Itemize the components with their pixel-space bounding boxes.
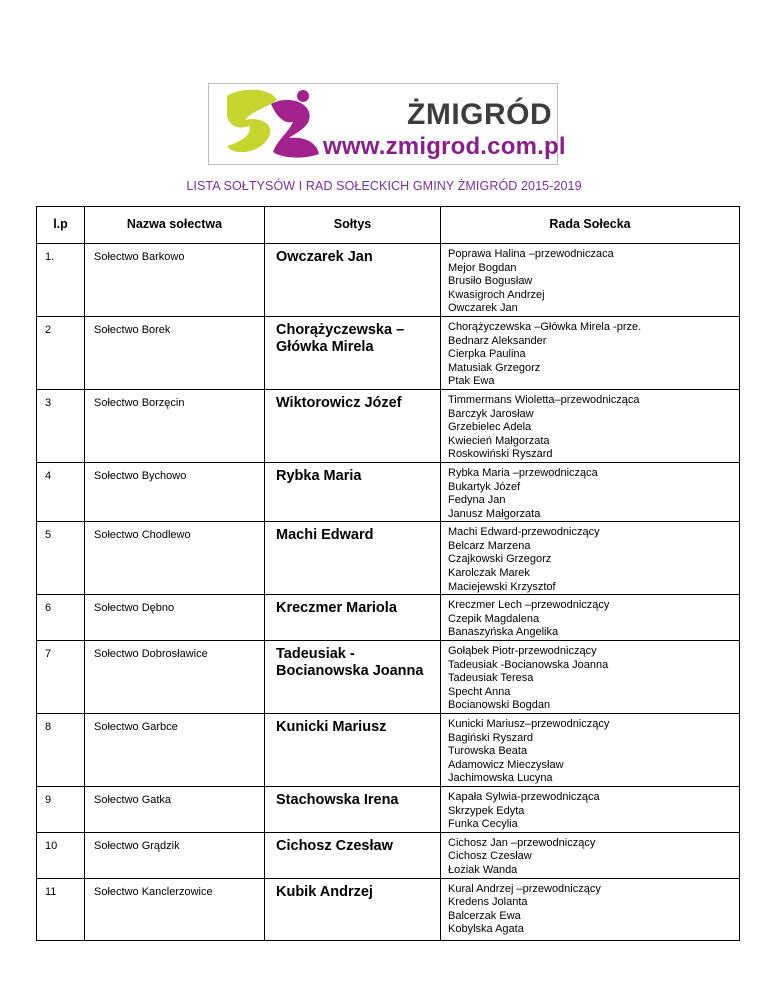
rada-member: Kapała Sylwia-przewodnicząca bbox=[448, 790, 600, 803]
row-solectwo-name: Sołectwo Barkowo bbox=[94, 251, 185, 263]
rada-member: Tadeusiak -Bocianowska Joanna bbox=[448, 658, 609, 671]
row-lp: 9 bbox=[45, 793, 52, 806]
soltys-table bbox=[36, 206, 740, 941]
rada-member: Funka Cecylia bbox=[448, 818, 518, 831]
row-lp-cell bbox=[37, 832, 85, 878]
table-row bbox=[37, 389, 740, 462]
row-lp-cell bbox=[37, 389, 85, 462]
table-row bbox=[37, 641, 740, 714]
row-lp-cell bbox=[37, 786, 85, 832]
table-row bbox=[37, 878, 740, 940]
rada-member: Kwiecień Małgorzata bbox=[448, 434, 550, 447]
rada-member: Karolczak Marek bbox=[448, 567, 530, 580]
table-row bbox=[37, 714, 740, 787]
row-soltys-cell bbox=[265, 595, 441, 641]
rada-list bbox=[441, 463, 739, 521]
row-solectwo-name-cell bbox=[85, 244, 265, 317]
row-rada-cell bbox=[441, 595, 740, 641]
rada-member: Czepik Magdalena bbox=[448, 612, 540, 625]
rada-member: Bednarz Aleksander bbox=[448, 334, 547, 347]
rada-member: Cierpka Paulina bbox=[448, 348, 526, 361]
rada-list bbox=[441, 641, 739, 713]
rada-member: Banaszyńska Angelika bbox=[448, 626, 559, 639]
rada-member: Łoziak Wanda bbox=[448, 863, 518, 876]
row-solectwo-name-cell bbox=[85, 316, 265, 389]
rada-member: Bocianowski Bogdan bbox=[448, 699, 551, 712]
row-soltys-cell bbox=[265, 832, 441, 878]
table-row bbox=[37, 244, 740, 317]
rada-member: Barczyk Jarosław bbox=[448, 407, 534, 420]
row-rada-cell bbox=[441, 316, 740, 389]
rada-member: Owczarek Jan bbox=[448, 302, 518, 315]
row-solectwo-name: Sołectwo Chodlewo bbox=[94, 529, 191, 542]
row-lp-cell bbox=[37, 714, 85, 787]
table-body bbox=[37, 244, 740, 941]
row-rada-cell bbox=[441, 714, 740, 787]
rada-member: Mejor Bogdan bbox=[448, 261, 517, 274]
table-row bbox=[37, 522, 740, 595]
logo-url: www.zmigrod.com.pl bbox=[323, 133, 566, 160]
rada-list bbox=[441, 244, 739, 316]
row-lp: 1. bbox=[45, 251, 55, 263]
table-row bbox=[37, 832, 740, 878]
header-soltys: Sołtys bbox=[265, 207, 441, 244]
row-soltys-cell bbox=[265, 462, 441, 521]
row-rada-cell bbox=[441, 786, 740, 832]
row-soltys: Kreczmer Mariola bbox=[276, 600, 397, 617]
rada-member: Belcarz Marzena bbox=[448, 539, 531, 552]
rada-member: Kunicki Mariusz–przewodniczący bbox=[448, 718, 610, 730]
row-rada-cell bbox=[441, 462, 740, 521]
rada-member: Grzebielec Adela bbox=[448, 421, 532, 434]
rada-member: Bagiński Ryszard bbox=[448, 731, 533, 744]
row-soltys-cell bbox=[265, 641, 441, 714]
row-lp-cell bbox=[37, 462, 85, 521]
row-lp-cell bbox=[37, 595, 85, 641]
row-solectwo-name-cell bbox=[85, 522, 265, 595]
rada-member: Kreczmer Lech –przewodniczący bbox=[448, 599, 610, 612]
row-solectwo-name: Sołectwo Dębno bbox=[94, 602, 175, 615]
row-rada-cell bbox=[441, 389, 740, 462]
row-soltys-cell bbox=[265, 786, 441, 832]
rada-member: Rybka Maria –przewodnicząca bbox=[448, 466, 598, 479]
rada-list bbox=[441, 595, 739, 640]
row-lp: 4 bbox=[45, 469, 52, 482]
rada-member: Gołąbek Piotr-przewodniczący bbox=[448, 645, 597, 658]
row-lp: 7 bbox=[45, 648, 52, 661]
rada-member: Tadeusiak Teresa bbox=[448, 672, 534, 685]
row-soltys: Cichosz Czesław bbox=[276, 837, 393, 854]
row-soltys-cell bbox=[265, 316, 441, 389]
row-soltys: Kunicki Mariusz bbox=[276, 719, 387, 735]
row-rada-cell bbox=[441, 641, 740, 714]
zmigrod-logo bbox=[208, 83, 566, 165]
table-row bbox=[37, 786, 740, 832]
rada-member: Machi Edward-przewodniczący bbox=[448, 526, 600, 539]
row-solectwo-name: Sołectwo Borzęcin bbox=[94, 396, 185, 409]
row-solectwo-name: Sołectwo Kanclerzowice bbox=[94, 885, 213, 898]
row-soltys: Machi Edward bbox=[276, 527, 374, 544]
rada-member: Skrzypek Edyta bbox=[448, 804, 525, 817]
rada-member: Maciejewski Krzysztof bbox=[448, 580, 556, 593]
row-solectwo-name: Sołectwo Grądzik bbox=[94, 839, 180, 852]
rada-member: Kobylska Agata bbox=[448, 923, 524, 936]
row-solectwo-name-cell bbox=[85, 832, 265, 878]
rada-member: Jachimowska Lucyna bbox=[448, 772, 553, 785]
rada-member: Cichosz Jan –przewodniczący bbox=[448, 836, 596, 849]
rada-member: Timmermans Wioletta–przewodnicząca bbox=[448, 393, 640, 406]
row-solectwo-name-cell bbox=[85, 714, 265, 787]
row-rada-cell bbox=[441, 878, 740, 940]
row-lp: 8 bbox=[45, 721, 52, 733]
row-soltys: Chorążyczewska – Główka Mirela bbox=[276, 321, 405, 355]
row-soltys: Kubik Andrzej bbox=[276, 883, 373, 900]
row-soltys: Owczarek Jan bbox=[276, 249, 373, 265]
row-lp: 5 bbox=[45, 529, 52, 542]
row-solectwo-name-cell bbox=[85, 878, 265, 940]
rada-list bbox=[441, 787, 739, 832]
rada-member: Ptak Ewa bbox=[448, 375, 495, 388]
row-solectwo-name-cell bbox=[85, 595, 265, 641]
rada-member: Chorążyczewska –Główka Mirela -prze. bbox=[448, 320, 642, 333]
rada-member: Bukartyk Józef bbox=[448, 480, 521, 493]
row-lp: 6 bbox=[45, 602, 52, 615]
rada-member: Janusz Małgorzata bbox=[448, 507, 541, 520]
row-soltys: Tadeusiak - Bocianowska Joanna bbox=[276, 646, 424, 680]
rada-member: Turowska Beata bbox=[448, 745, 528, 758]
rada-member: Adamowicz Mieczysław bbox=[448, 758, 564, 771]
row-soltys: Rybka Maria bbox=[276, 467, 362, 484]
rada-member: Kural Andrzej –przewodniczący bbox=[448, 882, 601, 895]
header-lp: l.p bbox=[37, 207, 85, 244]
table-row bbox=[37, 595, 740, 641]
row-lp-cell bbox=[37, 522, 85, 595]
row-solectwo-name-cell bbox=[85, 462, 265, 521]
rada-list bbox=[441, 833, 739, 878]
row-solectwo-name-cell bbox=[85, 389, 265, 462]
rada-list bbox=[441, 317, 739, 389]
row-solectwo-name: Sołectwo Borek bbox=[94, 323, 171, 336]
rada-list bbox=[441, 879, 739, 937]
table-row bbox=[37, 316, 740, 389]
row-soltys: Stachowska Irena bbox=[276, 791, 399, 808]
table-row bbox=[37, 462, 740, 521]
rada-member: Fedyna Jan bbox=[448, 494, 506, 507]
row-solectwo-name-cell bbox=[85, 786, 265, 832]
rada-member: Cichosz Czesław bbox=[448, 850, 532, 863]
rada-member: Roskowiński Ryszard bbox=[448, 448, 553, 461]
row-lp-cell bbox=[37, 244, 85, 317]
rada-member: Kredens Jolanta bbox=[448, 896, 528, 909]
rada-list bbox=[441, 522, 739, 594]
row-soltys-cell bbox=[265, 389, 441, 462]
row-soltys: Wiktorowicz Józef bbox=[276, 394, 402, 411]
row-lp-cell bbox=[37, 316, 85, 389]
row-solectwo-name: Sołectwo Dobrosławice bbox=[94, 648, 208, 661]
rada-member: Matusiak Grzegorz bbox=[448, 361, 541, 374]
rada-member: Brusiło Bogusław bbox=[448, 275, 533, 288]
row-lp: 3 bbox=[45, 396, 52, 409]
row-solectwo-name-cell bbox=[85, 641, 265, 714]
row-soltys-cell bbox=[265, 244, 441, 317]
document-title: LISTA SOŁTYSÓW I RAD SOŁECKICH GMINY ŻMIGRÓD 2015-2019 bbox=[186, 179, 582, 193]
row-solectwo-name: Sołectwo Garbce bbox=[94, 721, 178, 733]
row-lp-cell bbox=[37, 641, 85, 714]
rada-list bbox=[441, 390, 739, 462]
row-lp-cell bbox=[37, 878, 85, 940]
row-solectwo-name: Sołectwo Gatka bbox=[94, 793, 172, 806]
header-rada: Rada Sołecka bbox=[441, 207, 740, 244]
row-lp: 2 bbox=[45, 323, 52, 336]
zmigrod-logo-graphic bbox=[223, 86, 333, 162]
row-soltys-cell bbox=[265, 522, 441, 595]
rada-member: Poprawa Halina –przewodniczaca bbox=[448, 248, 614, 260]
row-solectwo-name: Sołectwo Bychowo bbox=[94, 469, 187, 482]
row-rada-cell bbox=[441, 522, 740, 595]
rada-member: Czajkowski Grzegorz bbox=[448, 553, 552, 566]
rada-member: Balcerzak Ewa bbox=[448, 909, 521, 922]
table-header-row bbox=[37, 207, 740, 244]
row-rada-cell bbox=[441, 244, 740, 317]
row-soltys-cell bbox=[265, 714, 441, 787]
rada-member: Specht Anna bbox=[448, 685, 511, 698]
row-soltys-cell bbox=[265, 878, 441, 940]
row-rada-cell bbox=[441, 832, 740, 878]
rada-member: Kwasigroch Andrzej bbox=[448, 288, 545, 301]
row-lp: 10 bbox=[45, 839, 58, 852]
rada-list bbox=[441, 714, 739, 786]
logo-title: ŻMIGRÓD bbox=[407, 98, 553, 131]
row-lp: 11 bbox=[45, 885, 57, 898]
header-name: Nazwa sołectwa bbox=[85, 207, 265, 244]
